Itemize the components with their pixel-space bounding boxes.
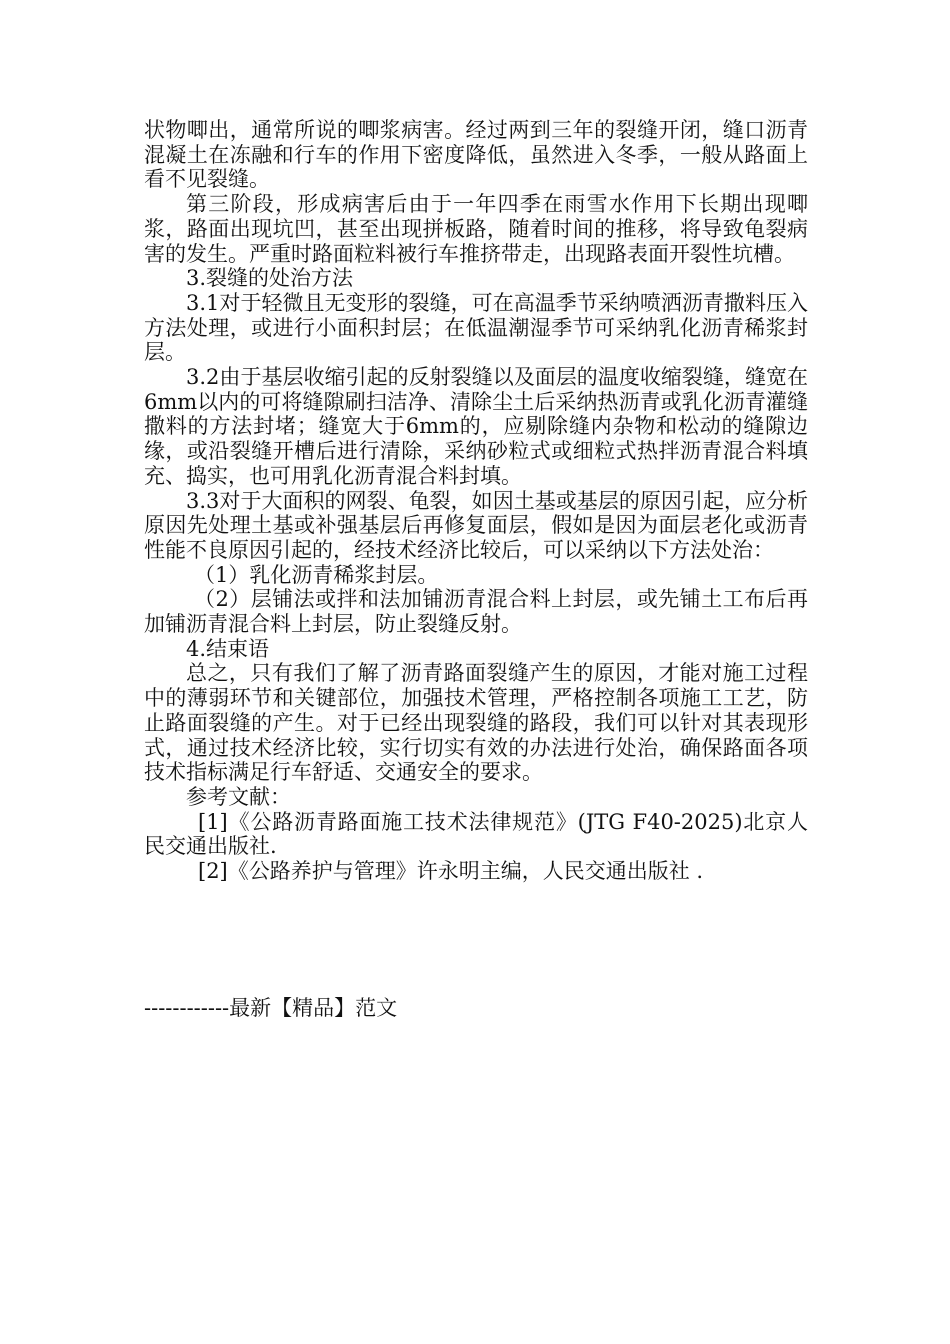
- references-heading: 参考文献：: [186, 784, 291, 809]
- document-body: [144, 118, 808, 884]
- paragraph-conclusion: 总之，只有我们了解了沥青路面裂缝产生的原因，才能对施工过程中的薄弱环节和关键部位，加强技术管理，严格控制各项施工工艺，防止路面裂缝的产生。对于已经出现裂缝的路段，我们可以针对其表现形式，通过技术经济比较，实行切实有效的办法进行处治，确保路面各项技术指标满足行车舒适、交通安全的要求。: [144, 661, 808, 785]
- list-item-2: （2）层铺法或拌和法加铺沥青混合料上封层，或先铺土工布后再加铺沥青混合料上封层，防止裂缝反射。: [144, 587, 808, 637]
- paragraph-stage-three: 第三阶段，形成病害后由于一年四季在雨雪水作用下长期出现唧浆，路面出现坑凹，甚至出现拼板路，随着时间的推移，将导致龟裂病害的发生。严重时路面粒料被行车推挤带走，出现路表面开裂性坑槽。: [144, 192, 808, 266]
- paragraph-3-1: 3.1对于轻微且无变形的裂缝，可在高温季节采纳喷洒沥青撒料压入方法处理，或进行小面积封层；在低温潮湿季节可采纳乳化沥青稀浆封层。: [144, 290, 808, 365]
- footer-banner: ------------最新【精品】范文: [144, 996, 398, 1020]
- paragraph-continuation: 状物唧出，通常所说的唧浆病害。经过两到三年的裂缝开闭，缝口沥青混凝土在冻融和行车的作用下密度降低，虽然进入冬季，一般从路面上看不见裂缝。: [144, 118, 808, 192]
- list-item-1: （1）乳化沥青稀浆封层。: [194, 562, 439, 587]
- section-heading-treatment: 3.裂缝的处治方法: [186, 266, 354, 291]
- reference-item-2: [2]《公路养护与管理》许永明主编，人民交通出版社 .: [198, 859, 704, 884]
- reference-item-1: [1]《公路沥青路面施工技术法律规范》(JTG F40-2025)北京人民交通出版社.: [144, 809, 808, 859]
- paragraph-3-2: 3.2由于基层收缩引起的反射裂缝以及面层的温度收缩裂缝，缝宽在6mm以内的可将缝隙刷扫洁净、清除尘土后采纳热沥青或乳化沥青灌缝撒料的方法封堵；缝宽大于6mm的，应剔除缝内杂物和松动的缝隙边缘，或沿裂缝开槽后进行清除，采纳砂粒式或细粒式热拌沥青混合料填充、捣实，也可用乳化沥青混合料封填。: [144, 365, 808, 488]
- section-heading-conclusion: 4.结束语: [186, 636, 270, 661]
- paragraph-3-3: 3.3对于大面积的网裂、龟裂，如因土基或基层的原因引起，应分析原因先处理土基或补强基层后再修复面层，假如是因为面层老化或沥青性能不良原因引起的，经技术经济比较后，可以采纳以下方法处治：: [144, 488, 808, 562]
